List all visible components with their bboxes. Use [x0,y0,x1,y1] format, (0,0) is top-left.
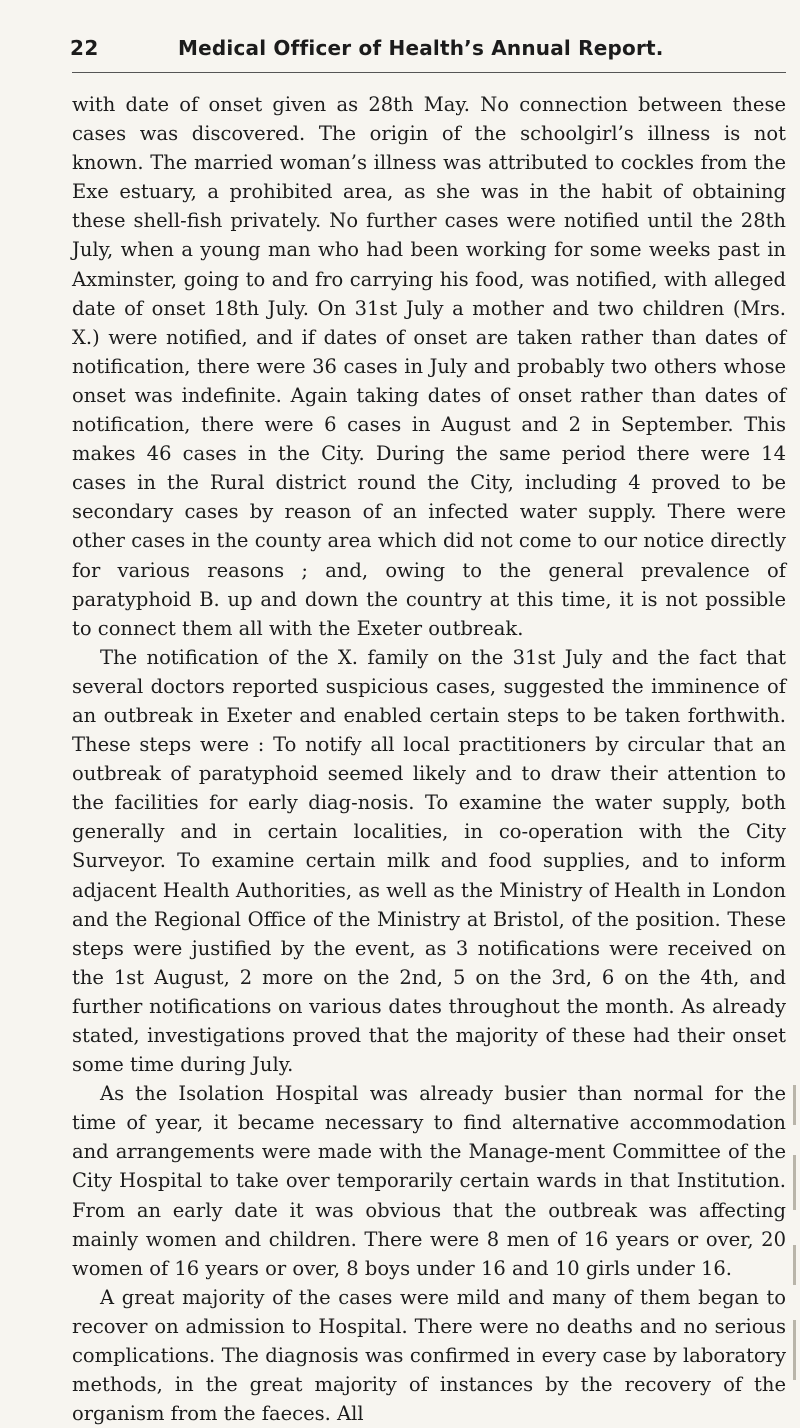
paragraph-2: The notification of the X. family on the 31st July and the fact that several doctors reported suspicious cases, suggested the imminence of an outbreak in Exeter and enabled certain steps to be taken forthwith. These steps were : To notify all local practitioners by circular that an outbreak of paratyphoid seemed likely and to draw their attention to the facilities for early diag-nosis. To examine the water supply, both generally and in certain localities, in co-operation with the City Surveyor. To examine certain milk and food supplies, and to inform adjacent Health Authorities, as well as the Ministry of Health in London and the Regional Office of the Ministry at Bristol, of the position. These steps were justified by the event, as 3 notifications were received on the 1st August, 2 more on the 2nd, 5 on the 3rd, 6 on the 4th, and further notifications on various dates throughout the month. As already stated, investigations proved that the majority of these had their onset some time during July. [72,645,786,1077]
body-text [72,90,786,1428]
running-header [0,36,800,66]
binding-mark [793,1320,796,1380]
paragraph-3: As the Isolation Hospital was already busier than normal for the time of year, it became necessary to find alternative accommodation and arrangements were made with the Manage-ment Committee of the City Hospital to take over temporarily certain wards in that Institution. From an early date it was obvious that the outbreak was affecting mainly women and children. There were 8 men of 16 years or over, 20 women of 16 years or over, 8 boys under 16 and 10 girls under 16. [72,1082,786,1280]
header-rule [72,72,786,73]
paragraph-4: A great majority of the cases were mild and many of them began to recover on admission to Hospital. There were no deaths and no serious complications. The diagnosis was confirmed in every case by laboratory methods, in the great majority of instances by the recovery of the organism from the faeces. All [72,1285,786,1426]
paragraph-1: with date of onset given as 28th May. No connection between these cases was discovered. The origin of the schoolgirl’s illness is not known. The married woman’s illness was attributed to cockles from the Exe estuary, a prohibited area, as she was in the habit of obtaining these shell-fish privately. No further cases were notified until the 28th July, when a young man who had been working for some weeks past in Axminster, going to and fro carrying his food, was notified, with alleged date of onset 18th July. On 31st July a mother and two children (Mrs. X.) were notified, and if dates of onset are taken rather than dates of notification, there were 36 cases in July and probably two others whose onset was indefinite. Again taking dates of onset rather than dates of notification, there were 6 cases in August and 2 in September. This makes 46 cases in the City. During the same period there were 14 cases in the Rural district round the City, including 4 proved to be secondary cases by reason of an infected water supply. There were other cases in the county area which did not come to our notice directly for various reasons ; and, owing to the general prevalence of paratyphoid B. up and down the country at this time, it is not possible to connect them all with the Exeter outbreak. [72,93,786,640]
binding-edge-marks [786,1085,796,1385]
page-number: 22 [70,36,99,60]
binding-mark [793,1245,796,1285]
binding-mark [793,1085,796,1125]
binding-mark [793,1155,796,1210]
report-title: Medical Officer of Health’s Annual Report. [178,36,664,60]
